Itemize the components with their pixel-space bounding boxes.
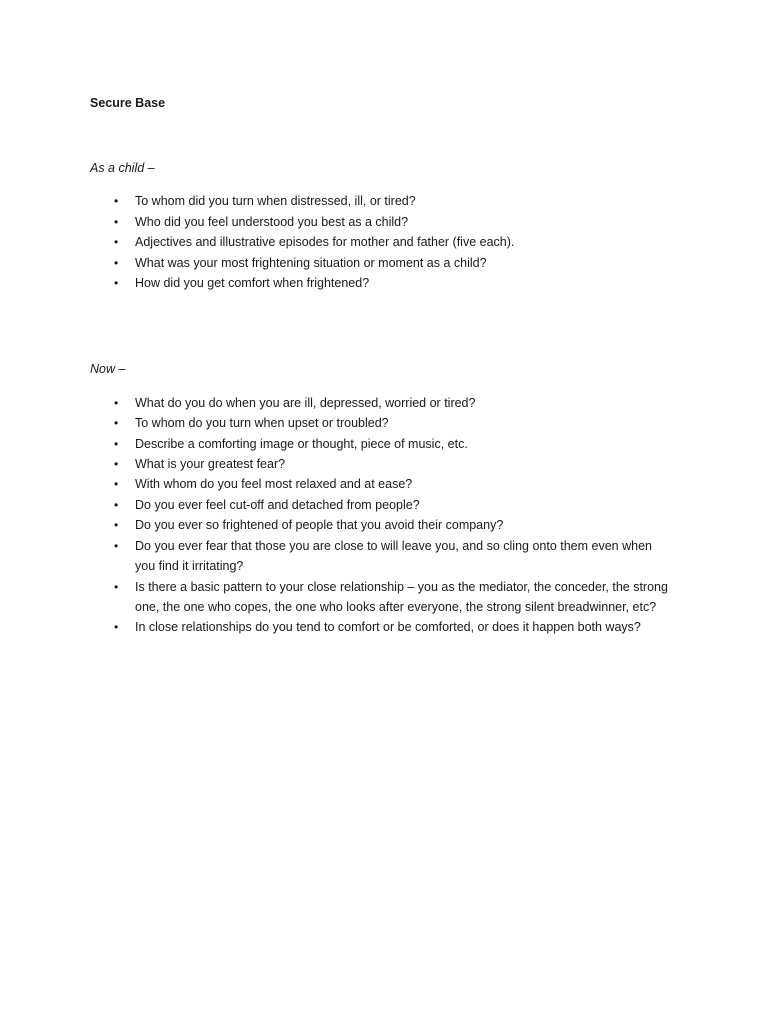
list-item bbox=[90, 617, 670, 637]
bullet-icon: • bbox=[114, 416, 119, 431]
list-item bbox=[90, 191, 670, 211]
bullet-icon: • bbox=[114, 497, 119, 512]
list-item-text: To whom did you turn when distressed, ill, or tired? bbox=[135, 194, 416, 209]
list-item-text: Do you ever so frightened of people that you avoid their company? bbox=[135, 518, 504, 533]
list-item bbox=[90, 232, 670, 252]
document-body bbox=[90, 93, 670, 638]
bullet-icon: • bbox=[114, 235, 119, 250]
bullet-icon: • bbox=[114, 538, 119, 553]
list-item-text: Adjectives and illustrative episodes for mother and father (five each). bbox=[135, 235, 515, 250]
list-item bbox=[90, 495, 670, 515]
question-list-as-a-child bbox=[90, 191, 670, 293]
document-title: Secure Base bbox=[90, 96, 166, 110]
question-list-now bbox=[90, 393, 670, 638]
list-item-text: Do you ever feel cut-off and detached from people? bbox=[135, 497, 420, 512]
spacer bbox=[90, 293, 670, 313]
list-item bbox=[90, 413, 670, 433]
list-item bbox=[90, 393, 670, 413]
list-item bbox=[90, 454, 670, 474]
list-item bbox=[90, 474, 670, 494]
list-item-text: What is your greatest fear? bbox=[135, 457, 286, 472]
list-item bbox=[90, 536, 670, 577]
bullet-icon: • bbox=[114, 255, 119, 270]
bullet-icon: • bbox=[114, 620, 119, 635]
list-item bbox=[90, 253, 670, 273]
bullet-icon: • bbox=[114, 518, 119, 533]
list-item-text: Describe a comforting image or thought, piece of music, etc. bbox=[135, 436, 468, 451]
list-item bbox=[90, 212, 670, 232]
bullet-icon: • bbox=[114, 276, 119, 291]
list-item-text: Who did you feel understood you best as a child? bbox=[135, 214, 409, 229]
list-item bbox=[90, 515, 670, 535]
list-item-text: Do you ever fear that those you are close to will leave you, and so cling onto them even when you find it irritating? bbox=[135, 538, 652, 574]
list-item bbox=[90, 577, 670, 618]
bullet-icon: • bbox=[114, 214, 119, 229]
list-item bbox=[90, 434, 670, 454]
section-heading-as-a-child: As a child – bbox=[90, 161, 155, 175]
bullet-icon: • bbox=[114, 194, 119, 209]
list-item-text: What was your most frightening situation or moment as a child? bbox=[135, 255, 487, 270]
list-item-text: To whom do you turn when upset or troubled? bbox=[135, 416, 389, 431]
bullet-icon: • bbox=[114, 457, 119, 472]
section-heading-now: Now – bbox=[90, 362, 126, 377]
list-item bbox=[90, 273, 670, 293]
list-item-text: In close relationships do you tend to comfort or be comforted, or does it happen both ways? bbox=[135, 620, 641, 635]
list-item-text: Is there a basic pattern to your close relationship – you as the mediator, the conceder, the strong one, the one who copes, the one who looks after everyone, the strong silent breadwinner, etc? bbox=[135, 579, 668, 614]
bullet-icon: • bbox=[114, 477, 119, 492]
bullet-icon: • bbox=[114, 436, 119, 451]
bullet-icon: • bbox=[114, 579, 119, 594]
list-item-text: What do you do when you are ill, depressed, worried or tired? bbox=[135, 395, 476, 410]
list-item-text: How did you get comfort when frightened? bbox=[135, 276, 370, 291]
bullet-icon: • bbox=[114, 395, 119, 410]
list-item-text: With whom do you feel most relaxed and at ease? bbox=[135, 477, 413, 492]
